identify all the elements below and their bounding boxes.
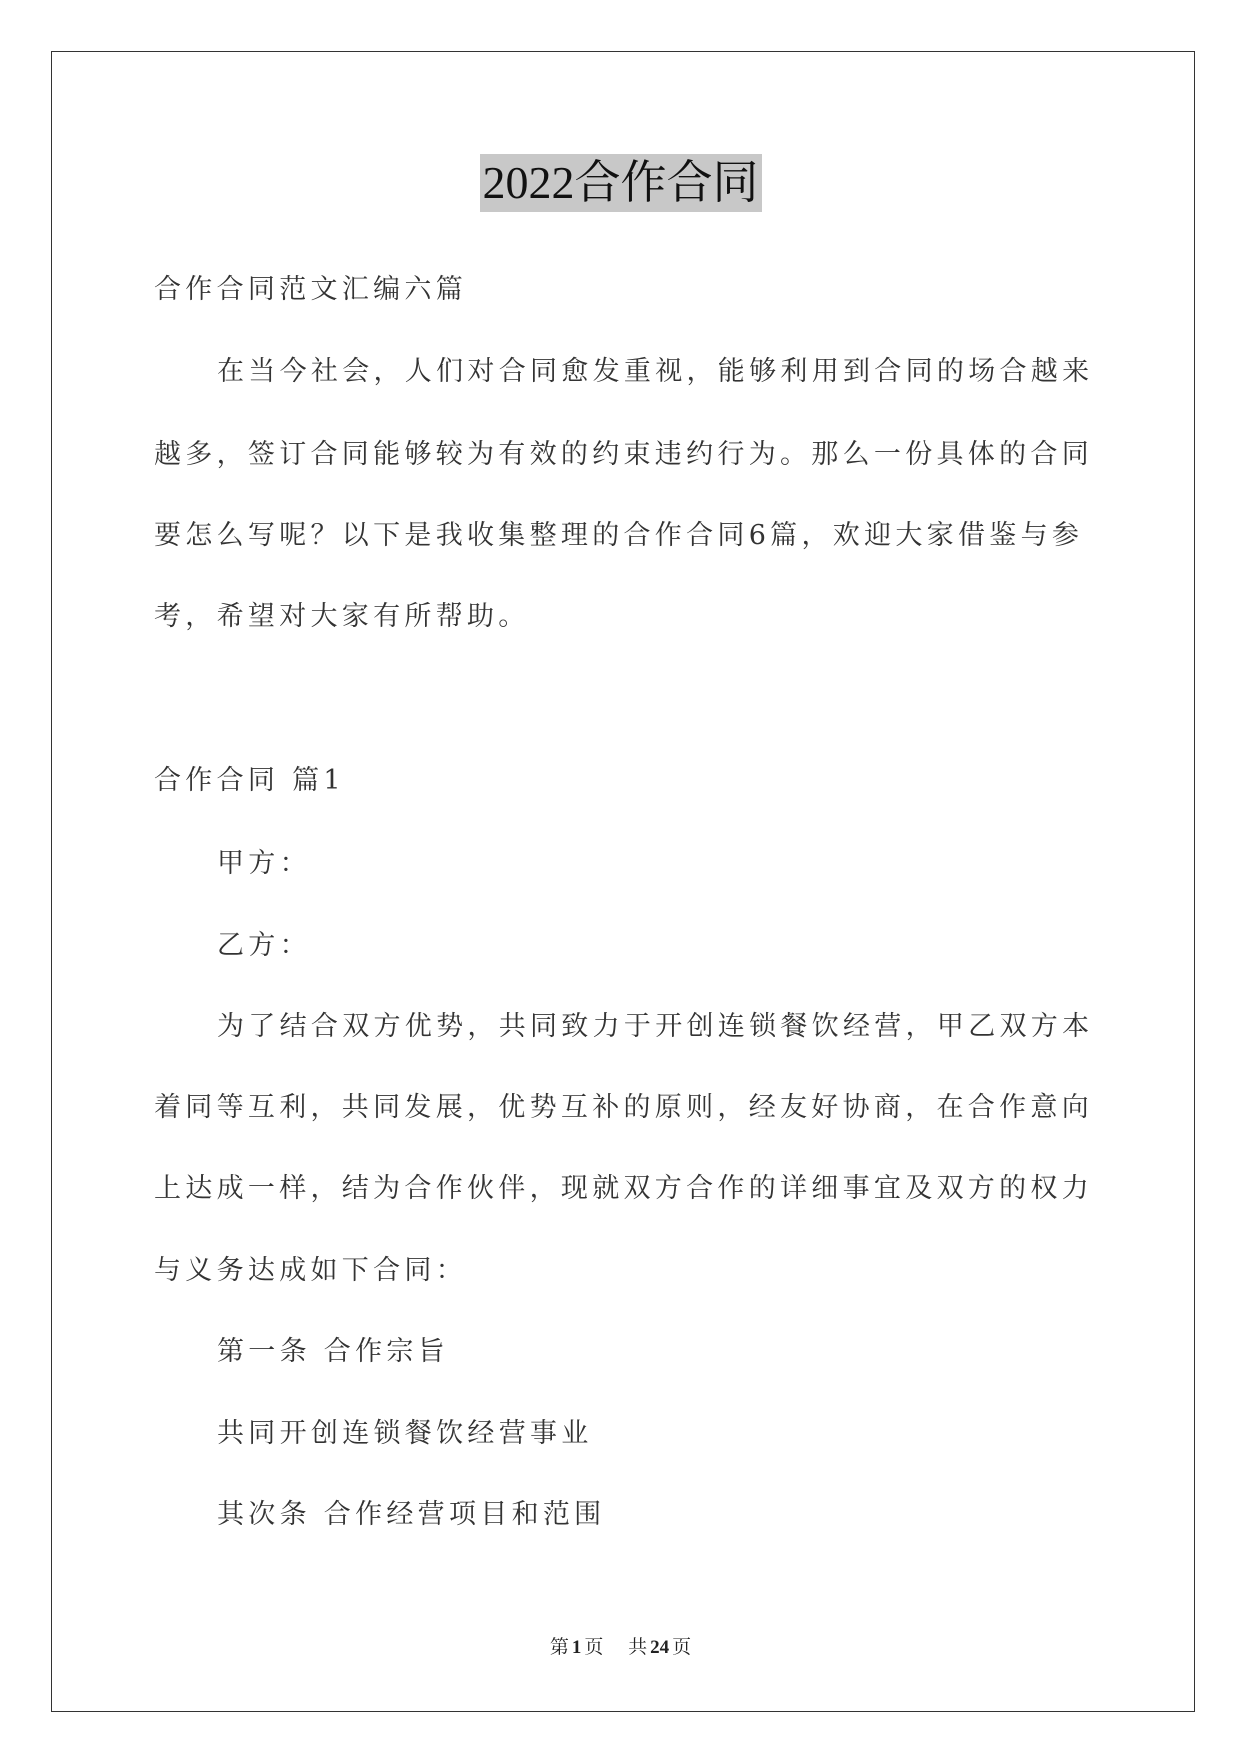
intro-line: 越多，签订合同能够较为有效的约束违约行为。那么一份具体的合同 [154, 439, 1093, 470]
preamble-line: 为了结合双方优势，共同致力于开创连锁餐饮经营，甲乙双方本 [217, 1011, 1094, 1042]
preamble-line: 与义务达成如下合同： [154, 1255, 467, 1286]
intro-line: 在当今社会，人们对合同愈发重视，能够利用到合同的场合越来 [217, 356, 1094, 387]
preamble-line: 着同等互利，共同发展，优势互补的原则，经友好协商，在合作意向 [154, 1092, 1093, 1123]
intro-line: 要怎么写呢？以下是我收集整理的合作合同6篇，欢迎大家借鉴与参 [154, 520, 1084, 551]
page-suffix: 页 [584, 1637, 604, 1658]
total-suffix: 页 [672, 1637, 692, 1658]
preamble-line: 上达成一样，结为合作伙伴，现就双方合作的详细事宜及双方的权力 [154, 1173, 1093, 1204]
page-footer [0, 1636, 1241, 1660]
total-pages-group [628, 1637, 691, 1658]
page-prefix: 第 [549, 1637, 569, 1658]
party-b-label: 乙方： [217, 930, 311, 961]
current-page-number: 1 [571, 1637, 582, 1658]
intro-line: 考，希望对大家有所帮助。 [154, 601, 530, 632]
page-number-group [550, 1637, 608, 1658]
article-2-heading: 其次条 合作经营项目和范围 [217, 1499, 606, 1530]
section-heading: 合作合同 篇1 [154, 765, 345, 796]
article-1-text: 共同开创连锁餐饮经营事业 [217, 1418, 593, 1449]
document-title: 2022合作合同 [480, 154, 762, 212]
total-pages-number: 24 [650, 1637, 670, 1658]
article-1-heading: 第一条 合作宗旨 [217, 1336, 449, 1367]
party-a-label: 甲方： [217, 848, 311, 879]
document-subtitle: 合作合同范文汇编六篇 [154, 274, 467, 305]
total-prefix: 共 [628, 1637, 648, 1658]
